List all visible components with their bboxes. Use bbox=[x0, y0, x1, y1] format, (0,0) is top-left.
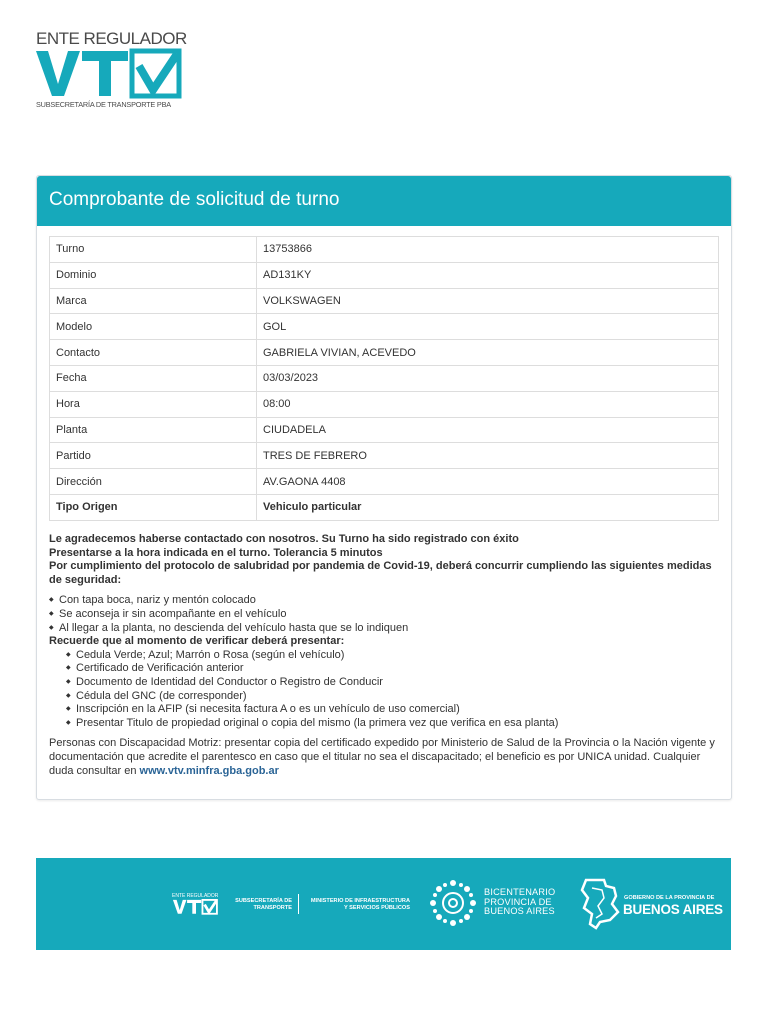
notes-section bbox=[49, 533, 721, 778]
row-value: VOLKSWAGEN bbox=[257, 288, 719, 314]
table-row bbox=[50, 237, 719, 263]
provincia-map-icon bbox=[580, 878, 620, 930]
table-row bbox=[50, 417, 719, 443]
table-row bbox=[50, 365, 719, 391]
turno-details-table bbox=[49, 236, 719, 521]
row-label: Partido bbox=[50, 443, 257, 469]
row-value: TRES DE FEBRERO bbox=[257, 443, 719, 469]
card-title: Comprobante de solicitud de turno bbox=[49, 189, 340, 210]
row-value: AD131KY bbox=[257, 262, 719, 288]
row-value: 08:00 bbox=[257, 391, 719, 417]
table-row bbox=[50, 494, 719, 520]
arrival-text: Presentarse a la hora indicada en el turno. Tolerancia 5 minutos bbox=[49, 546, 383, 559]
footer-subsecretaria bbox=[230, 898, 292, 912]
row-label: Hora bbox=[50, 391, 257, 417]
table-row bbox=[50, 314, 719, 340]
logo-top-text: ENTE REGULADOR bbox=[36, 29, 187, 48]
table-row bbox=[50, 340, 719, 366]
bic-line3: BUENOS AIRES bbox=[484, 906, 555, 917]
row-label: Turno bbox=[50, 237, 257, 263]
footer-banner bbox=[36, 858, 731, 950]
table-row bbox=[50, 443, 719, 469]
row-label: Fecha bbox=[50, 365, 257, 391]
bic-line1: BICENTENARIO bbox=[484, 887, 556, 897]
list-item: ◆ Presentar Titulo de propiedad original o copia del mismo (la primera vez que verifica en esa planta) bbox=[66, 717, 721, 731]
row-label: Modelo bbox=[50, 314, 257, 340]
list-item: ◆ Cedula Verde; Azul; Marrón o Rosa (según el vehículo) bbox=[66, 649, 721, 663]
recuerde-text: Recuerde que al momento de verificar deberá presentar: bbox=[49, 635, 345, 648]
list-item: ◆ Certificado de Verificación anterior bbox=[66, 662, 721, 676]
gobierno-line2: BUENOS AIRES bbox=[623, 902, 723, 917]
row-label: Tipo Origen bbox=[50, 494, 257, 520]
table-row bbox=[50, 469, 719, 495]
footer-sub-line2: TRANSPORTE bbox=[253, 905, 292, 911]
footer-divider bbox=[298, 894, 299, 914]
list-item: ◆ Inscripción en la AFIP (si necesita factura A o es un vehículo de uso comercial) bbox=[66, 703, 721, 717]
table-row bbox=[50, 391, 719, 417]
row-value: CIUDADELA bbox=[257, 417, 719, 443]
footer-vtv-top-text: ENTE REGULADOR bbox=[172, 893, 219, 899]
footer-vtv-logo bbox=[172, 893, 220, 920]
list-item: ◆ Documento de Identidad del Conductor o Registro de Conducir bbox=[66, 676, 721, 690]
bicentenario-emblem-icon bbox=[428, 878, 478, 928]
footer-ministerio bbox=[304, 898, 410, 912]
logo-sub-text: SUBSECRETARÍA DE TRANSPORTE PBA bbox=[36, 100, 171, 109]
row-label: Dominio bbox=[50, 262, 257, 288]
covid-protocol-text: Por cumplimiento del protocolo de salubridad por pandemia de Covid-19, deberá concurrir cumpliendo las siguientes medidas de seguridad: bbox=[49, 560, 712, 586]
row-value: Vehiculo particular bbox=[257, 494, 719, 520]
bicentenario-text bbox=[484, 888, 555, 917]
gobierno-line1: GOBIERNO DE LA PROVINCIA DE bbox=[624, 895, 715, 901]
thanks-text: Le agradecemos haberse contactado con nosotros. Su Turno ha sido registrado con éxito bbox=[49, 533, 519, 545]
footer-min-line2: Y SERVICIOS PÚBLICOS bbox=[343, 905, 410, 911]
row-value: GOL bbox=[257, 314, 719, 340]
table-row bbox=[50, 262, 719, 288]
turno-receipt-card bbox=[36, 175, 732, 800]
row-value: 03/03/2023 bbox=[257, 365, 719, 391]
vtv-mark-icon bbox=[36, 48, 186, 100]
list-item: ◆ Se aconseja ir sin acompañante en el vehículo bbox=[49, 608, 721, 622]
footer-sub-line1: SUBSECRETARÍA DE bbox=[235, 898, 292, 904]
footer-min-line1: MINISTERIO DE INFRAESTRUCTURA bbox=[310, 898, 410, 904]
row-label: Contacto bbox=[50, 340, 257, 366]
covid-measures-list bbox=[49, 594, 721, 635]
list-item: ◆ Con tapa boca, nariz y mentón colocado bbox=[49, 594, 721, 608]
card-header bbox=[37, 176, 731, 226]
bic-line2: PROVINCIA DE bbox=[484, 896, 552, 907]
disability-note bbox=[49, 737, 721, 778]
required-documents-list bbox=[49, 649, 721, 731]
row-label: Planta bbox=[50, 417, 257, 443]
row-value: GABRIELA VIVIAN, ACEVEDO bbox=[257, 340, 719, 366]
footer-vtv-mark-icon bbox=[172, 899, 220, 915]
row-value: 13753866 bbox=[257, 237, 719, 263]
vtv-logo bbox=[36, 30, 186, 110]
row-label: Marca bbox=[50, 288, 257, 314]
table-row bbox=[50, 288, 719, 314]
list-item: ◆ Al llegar a la planta, no descienda del vehículo hasta que se lo indiquen bbox=[49, 622, 721, 636]
row-value: AV.GAONA 4408 bbox=[257, 469, 719, 495]
disability-text: Personas con Discapacidad Motriz: presentar copia del certificado expedido por Ministerio de Salud de la Provincia o la Nación vigente y documentación que acredite el parentesco en caso que el titular no sea el discapacitado; el beneficio es por UNICA unidad. Cualquier duda consultar en bbox=[49, 737, 715, 777]
row-label: Dirección bbox=[50, 469, 257, 495]
vtv-website-link[interactable]: www.vtv.minfra.gba.gob.ar bbox=[139, 764, 279, 777]
list-item: ◆ Cédula del GNC (de corresponder) bbox=[66, 690, 721, 704]
